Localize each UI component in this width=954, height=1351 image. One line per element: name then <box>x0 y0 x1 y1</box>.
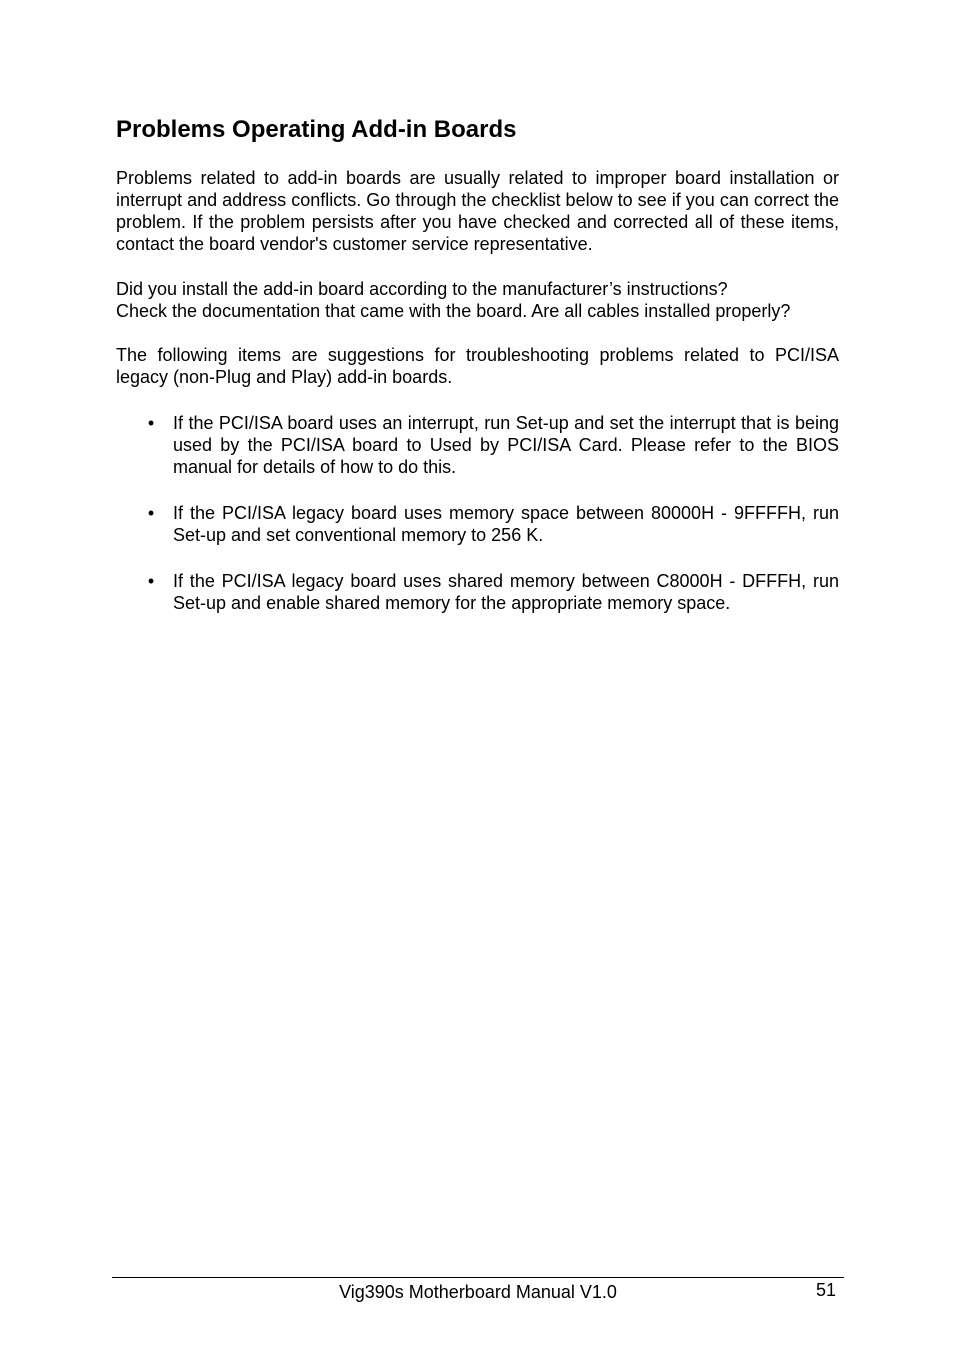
list-item-text: If the PCI/ISA board uses an interrupt, run Set-up and set the interrupt that is being used by the PCI/ISA board to Used by PCI/ISA Card. Please refer to the BIOS manual for details of how to do this. <box>173 413 839 477</box>
checklist-paragraph <box>116 278 839 322</box>
list-item <box>116 570 839 614</box>
page-number: 51 <box>815 1280 837 1300</box>
list-item-text: If the PCI/ISA legacy board uses shared memory between C8000H - DFFFH, run Set-up and enable shared memory for the appropriate memory space. <box>173 571 839 613</box>
list-item-text: If the PCI/ISA legacy board uses memory space between 80000H - 9FFFFH, run Set-up and set conventional memory to 256 K. <box>173 503 839 545</box>
list-item <box>116 502 839 546</box>
suggestions-list <box>116 412 839 638</box>
checklist-line-2: Check the documentation that came with the board. Are all cables installed properly? <box>116 301 791 321</box>
intro-paragraph: Problems related to add-in boards are usually related to improper board installation or interrupt and address conflicts. Go through the checklist below to see if you can correct the problem. If the problem persists after you have checked and corrected all of these items, contact the board vendor's customer service representative. <box>116 168 839 254</box>
bullet-icon: • <box>147 413 155 433</box>
bullet-icon: • <box>147 571 155 591</box>
list-item <box>116 412 839 478</box>
section-heading: Problems Operating Add-in Boards <box>116 116 517 143</box>
footer-title: Vig390s Motherboard Manual V1.0 <box>339 1282 617 1302</box>
footer-divider <box>112 1277 844 1278</box>
bullet-icon: • <box>147 503 155 523</box>
suggestions-paragraph: The following items are suggestions for troubleshooting problems related to PCI/ISA legacy (non-Plug and Play) add-in boards. <box>116 345 839 387</box>
checklist-line-1: Did you install the add-in board according to the manufacturer’s instructions? <box>116 279 728 299</box>
